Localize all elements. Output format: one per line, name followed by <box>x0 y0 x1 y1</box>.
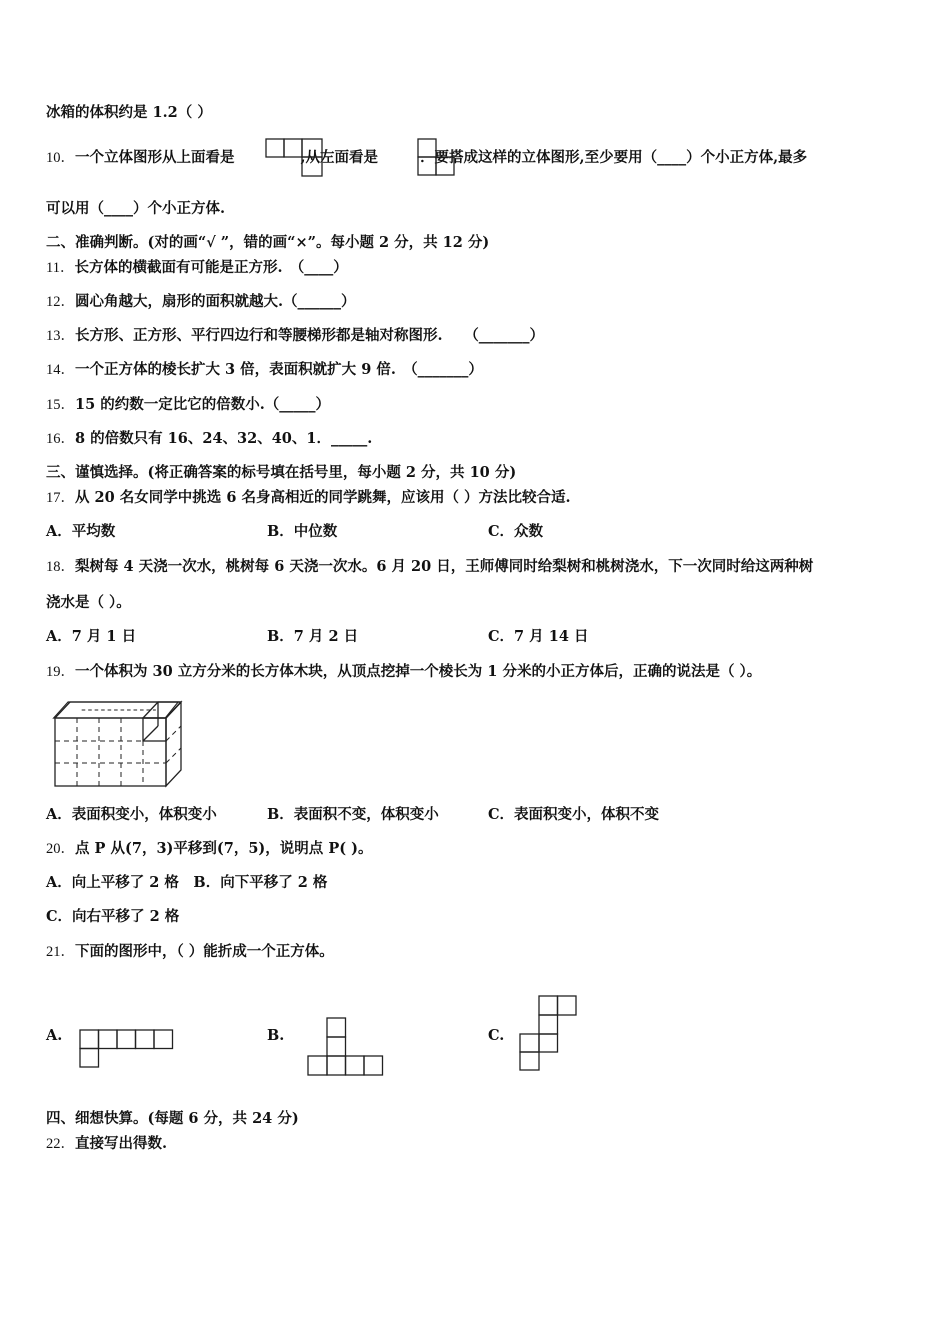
section-3-heading: 三、谨慎选择。(将正确答案的标号填在括号里，每小题 2 分，共 10 分) <box>46 464 517 481</box>
question-17: 17．从 20 名女同学中挑选 6 名身高相近的同学跳舞，应该用（ ）方法比较合适. <box>46 489 571 506</box>
q17-option-c[interactable]: C．众数 <box>488 523 544 540</box>
question-11: 11．长方体的横截面有可能是正方形. （____） <box>46 259 348 276</box>
question-20: 20．点 P 从(7，3)平移到(7，5)，说明点 P( )。 <box>46 840 373 857</box>
q21-option-a-label[interactable]: A. <box>46 1027 63 1044</box>
q18-option-a[interactable]: A．7 月 1 日 <box>46 628 137 645</box>
q18-option-c[interactable]: C．7 月 14 日 <box>488 628 589 645</box>
q9-tail: 冰箱的体积约是 1.2（ ） <box>46 104 212 121</box>
q19-option-a[interactable]: A．表面积变小，体积变小 <box>46 806 217 823</box>
question-14: 14．一个正方体的棱长扩大 3 倍，表面积就扩大 9 倍. （_______） <box>46 361 483 378</box>
q19-option-c[interactable]: C．表面积变小，体积不变 <box>488 806 660 823</box>
question-18: 18．梨树每 4 天浇一次水，桃树每 6 天浇一次水。6 月 20 日，王师傅同时给梨树和桃树浇水，下一次同时给这两种树 <box>46 558 814 575</box>
question-12: 12．圆心角越大，扇形的面积就越大.（______） <box>46 293 356 310</box>
q21-option-b-label[interactable]: B. <box>267 1027 285 1044</box>
cube-net-a <box>79 1029 175 1069</box>
top-view-figure <box>265 138 327 178</box>
q18-continued: 浇水是（ ）。 <box>46 594 131 611</box>
question-15: 15．15 的约数一定比它的倍数小.（_____） <box>46 396 331 413</box>
q20-options-ab[interactable]: A．向上平移了 2 格 B．向下平移了 2 格 <box>46 874 328 891</box>
q19-option-b[interactable]: B．表面积不变，体积变小 <box>267 806 439 823</box>
section-4-heading: 四、细想快算。(每题 6 分，共 24 分) <box>46 1110 299 1127</box>
q17-option-b[interactable]: B．中位数 <box>267 523 338 540</box>
q17-option-a[interactable]: A．平均数 <box>46 523 116 540</box>
q10-continued: 可以用（____）个小正方体. <box>46 200 226 217</box>
question-22: 22．直接写出得数. <box>46 1135 168 1152</box>
question-13: 13．长方形、正方形、平行四边行和等腰梯形都是轴对称图形. （_______） <box>46 327 545 344</box>
q18-option-b[interactable]: B．7 月 2 日 <box>267 628 359 645</box>
question-10: 10．一个立体图形从上面看是 ,从左面看是 ．要搭成这样的立体图形,至少要用（____）个小正方体,最多 <box>46 149 808 166</box>
cube-net-b <box>307 1017 385 1077</box>
question-19: 19．一个体积为 30 立方分米的长方体木块，从顶点挖掉一个棱长为 1 分米的小正方体后，正确的说法是（ ）。 <box>46 663 762 680</box>
cuboid-figure <box>50 696 185 792</box>
q10-number: 10． <box>46 150 75 166</box>
cube-net-c <box>519 995 579 1073</box>
question-21: 21．下面的图形中，（ ）能折成一个正方体。 <box>46 943 334 960</box>
left-view-figure <box>417 138 457 178</box>
q20-option-c[interactable]: C．向右平移了 2 格 <box>46 908 180 925</box>
section-2-heading: 二、准确判断。(对的画“√ ”，错的画“×”。每小题 2 分，共 12 分) <box>46 234 490 251</box>
question-16: 16．8 的倍数只有 16、24、32、40、1．_____. <box>46 430 373 447</box>
q21-option-c-label[interactable]: C. <box>488 1027 505 1044</box>
